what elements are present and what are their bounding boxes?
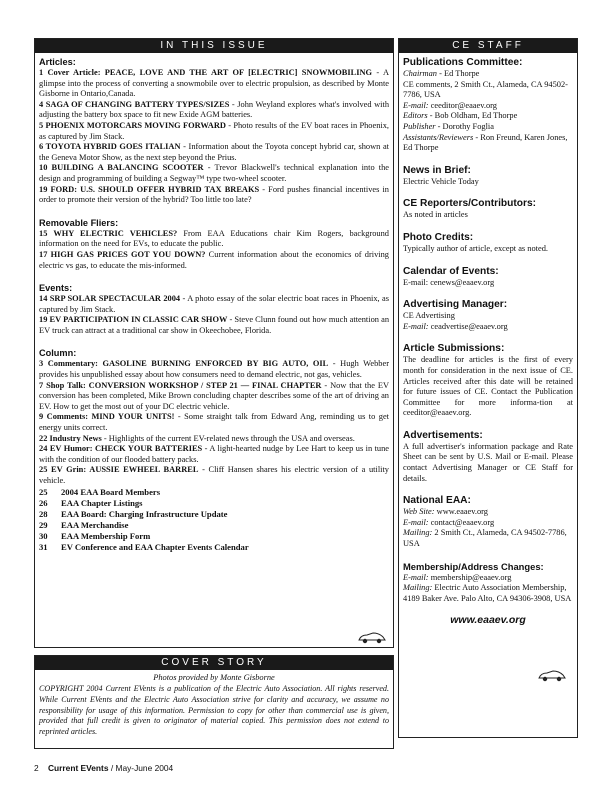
- toc-entry-desc: - A photo essay of the solar electric boat races in Phoenix, as captured by Jim Stack.: [39, 294, 389, 314]
- ad-manager-heading: Advertising Manager:: [403, 299, 508, 311]
- car-icon: [357, 631, 387, 645]
- photo-credits-heading: Photo Credits:: [403, 231, 474, 243]
- toc-entry-desc: - Now that the EV conversion has been completed, Mike Brown concluding chapter describes some of the art of driving an EV. How to get the most out of your DC electric vehicle.: [39, 380, 390, 411]
- toc-entry-title: 19 EV PARTICIPATION IN CLASSIC CAR SHOW: [39, 315, 228, 325]
- ads-text: A full advertiser's information package and Rate Sheet can be sent by U.S. Mail or E-mail. Please contact Advertising Manager or CE Staff for details.: [403, 441, 573, 483]
- toc-entry-desc: - Steve Clunn found out how much attention an EV truck can attract at a traditional car show in Okeechobee, Florida.: [39, 315, 390, 335]
- articles-heading: Articles:: [39, 57, 76, 67]
- toc-simple-entry: 29 EAA Merchandise: [39, 519, 129, 530]
- fliers-list: [39, 229, 389, 271]
- toc-entry-desc: - John Weyland explores what's involved with adjusting the battery box space to fit new Exide AGM batteries.: [39, 99, 390, 120]
- submissions-text: The deadline for articles is the first of every month for consideration in the next issue of CE. Articles received after this date will be retained for future issues of CE. Contact the Publication Committee for more informa-tion at ceeditor@eaaev.org.: [403, 355, 573, 418]
- in-this-issue-panel: [34, 38, 394, 648]
- submissions-heading: Article Submissions:: [403, 343, 505, 355]
- events-heading: Events:: [39, 283, 73, 294]
- calendar-text: E-mail: cenews@eaaev.org: [403, 277, 495, 287]
- ads-heading: Advertisements:: [403, 429, 483, 441]
- toc-entry-title: 10 BUILDING A BALANCING SCOOTER: [39, 163, 204, 173]
- toc-entry: [39, 68, 389, 100]
- toc-entry-desc: - Some straight talk from Edward Ang, reminding us to get energy units correct.: [39, 412, 390, 433]
- toc-entry-title: 14 SRP SOLAR SPECTACULAR 2004: [39, 294, 181, 304]
- toc-entry: [39, 315, 389, 336]
- car-icon: [537, 669, 567, 683]
- toc-entry: [39, 381, 389, 413]
- photo-credit: Photos provided by Monte Gisborne: [153, 673, 275, 682]
- toc-entry-title: 6 TOYOTA HYBRID GOES ITALIAN: [39, 142, 181, 152]
- chairman-address: CE comments, 2 Smith Ct., Alameda, CA 94502-7786, USA: [403, 79, 568, 100]
- toc-entry-title: 4 SAGA OF CHANGING BATTERY TYPES/SIZES: [39, 99, 230, 109]
- ce-staff-header: CE STAFF: [399, 39, 577, 53]
- fliers-heading: Removable Fliers:: [39, 217, 119, 228]
- toc-entry-desc: - Trevor Blackwell's technical explanation into the design and programming of building a Segway™ type two-wheel scooter.: [39, 163, 390, 183]
- assistants-line: Assistants/Reviewers - Ron Freund, Karen Jones, Ed Thorpe: [403, 132, 568, 153]
- chairman-email: E-mail: ceeditor@eaaev.org: [403, 100, 497, 110]
- ad-manager-email: E-mail: ceadvertise@eaaev.org: [403, 321, 508, 331]
- toc-entry: [39, 121, 389, 142]
- pub-committee-heading: Publications Committee:: [403, 57, 523, 68]
- toc-simple-entry: 28 EAA Board: Charging Infrastructure Update: [39, 508, 228, 519]
- toc-entry-title: 15 WHY ELECTRIC VEHICLES?: [39, 228, 178, 238]
- page-footer: [34, 763, 173, 773]
- editors-line: Editors - Bob Oldham, Ed Thorpe: [403, 111, 518, 121]
- news-text: Electric Vehicle Today: [403, 176, 479, 186]
- toc-simple-entry: 31 EV Conference and EAA Chapter Events Calendar: [39, 541, 249, 552]
- cover-story-panel: [34, 655, 394, 749]
- toc-entry: [39, 444, 389, 465]
- toc-simple-entry: 25 2004 EAA Board Members: [39, 486, 161, 497]
- membership-mailing: Mailing: Electric Auto Association Membership, 4189 Baker Ave. Palo Alto, CA 94306-3908, USA: [403, 583, 572, 603]
- toc-entry: [39, 142, 389, 163]
- toc-entry-desc: From EAA Educations chair Kim Rogers, background information on the need for EVs, to educate the public.: [39, 228, 389, 249]
- toc-entry-desc: - Highlights of the current EV-related news through the USA and overseas.: [101, 433, 355, 443]
- page-number: 2: [34, 763, 39, 773]
- toc-entry-title: 17 HIGH GAS PRICES GOT YOU DOWN?: [39, 249, 206, 259]
- column-heading: Column:: [39, 348, 77, 359]
- toc-entry-title: 22 Industry News: [39, 433, 102, 443]
- toc-body: [35, 53, 393, 553]
- cover-story-header: COVER STORY: [35, 656, 393, 670]
- reporters-text: As noted in articles: [403, 210, 468, 220]
- ad-manager-text: CE Advertising: [403, 311, 455, 321]
- publisher-line: Publisher - Dorothy Foglia: [403, 121, 494, 131]
- national-mailing: Mailing: 2 Smith Ct., Alameda, CA 94502-7786, USA: [403, 528, 567, 549]
- toc-entry-desc: - Photo results of the EV boat races in Phoenix, as captured by Jim Stack.: [39, 120, 389, 141]
- toc-entry-title: 9 Comments: MIND YOUR UNITS!: [39, 412, 175, 422]
- website-url[interactable]: www.eaaev.org: [450, 614, 526, 627]
- photo-credits-text: Typically author of article, except as noted.: [403, 243, 548, 253]
- toc-entry: [39, 412, 389, 433]
- toc-entry-desc: - Cliff Hansen shares his electric version of a utility vehicle.: [39, 465, 389, 485]
- toc-entry: [39, 359, 389, 380]
- national-email: E-mail: contact@eaaev.org: [403, 517, 495, 527]
- toc-entry-desc: - A light-hearted nudge by Lee Hart to keep us in tune with the condition of our flooded battery packs.: [39, 444, 389, 464]
- membership-email: E-mail: membership@eaaev.org: [403, 572, 512, 582]
- toc-entry: [39, 229, 389, 250]
- toc-entry: [39, 250, 389, 271]
- in-this-issue-header: IN THIS ISSUE: [35, 39, 393, 53]
- toc-entry-title: 24 EV Humor: CHECK YOUR BATTERIES: [39, 444, 203, 454]
- chairman-line: Chairman - Ed Thorpe: [403, 69, 480, 78]
- membership-heading: Membership/Address Changes:: [403, 560, 544, 572]
- toc-entry: [39, 100, 389, 121]
- toc-entry: [39, 434, 389, 445]
- toc-entry-desc: - Ford pushes financial incentives in order to promote their version of the hybrid? Too little too late?: [39, 184, 389, 205]
- toc-entry-desc: - A glimpse into the process of converting a snowmobile over to electric propulsion, as described by Monte Gisborne in Ontario,Canada.: [39, 68, 390, 99]
- columns-list: [39, 359, 389, 486]
- toc-entry-title: 5 PHOENIX MOTORCARS MOVING FORWARD: [39, 120, 226, 130]
- articles-list: [39, 68, 389, 206]
- toc-entry-title: 25 EV Grin: AUSSIE EWHEEL BARREL: [39, 465, 199, 475]
- toc-simple-entry: 30 EAA Membership Form: [39, 530, 151, 541]
- toc-entry: [39, 294, 389, 315]
- calendar-heading: Calendar of Events:: [403, 265, 499, 277]
- toc-entry-desc: Current information about the economics of driving electric vs gas, to educate the mis-informed.: [39, 249, 389, 270]
- toc-entry-title: 19 FORD: U.S. SHOULD OFFER HYBRID TAX BREAKS: [39, 184, 260, 194]
- toc-entry-title: 7 Shop Talk: CONVERSION WORKSHOP / STEP 21 — FINAL CHAPTER: [39, 380, 322, 390]
- toc-entry: [39, 185, 389, 206]
- toc-simple-entry: 26 EAA Chapter Listings: [39, 497, 143, 508]
- toc-entry-title: 3 Commentary: GASOLINE BURNING ENFORCED BY BIG AUTO, OIL: [39, 359, 329, 369]
- news-heading: News in Brief:: [403, 164, 471, 176]
- ce-staff-panel: [398, 38, 578, 738]
- national-eaa-heading: National EAA:: [403, 495, 471, 507]
- publication-name: Current EVents: [47, 763, 109, 773]
- issue-date: / May-June 2004: [108, 763, 174, 773]
- events-list: [39, 294, 389, 336]
- toc-entry: [39, 465, 389, 486]
- toc-entry-desc: - Information about the Toyota concept hybrid car, shown at the Geneva Motor Show, as the next step beyond the Prius.: [39, 142, 389, 162]
- copyright-notice: COPYRIGHT 2004 Current EVents is a publication of the Electric Auto Association. All rights reserved. While Current EVents and the Electric Auto Association strive for clarity and accuracy, we assume no responsibility for usage of this information. Permission to copy for other than commercial use is given, provided that full credit is given to originator of material copied. This permission does not extend to reprinted articles.: [39, 684, 389, 737]
- website-line: Web Site: www.eaaev.org: [403, 507, 488, 517]
- reporters-heading: CE Reporters/Contributors:: [403, 198, 537, 210]
- simple-list: [39, 487, 389, 553]
- toc-entry: [39, 163, 389, 184]
- toc-entry-title: 1 Cover Article: PEACE, LOVE AND THE ART OF [ELECTRIC] SNOWMOBILING: [39, 68, 373, 77]
- toc-entry-desc: - Hugh Webber provides his unpublished essay about how consumers need to demand electric, not gas, vehicles.: [39, 359, 389, 380]
